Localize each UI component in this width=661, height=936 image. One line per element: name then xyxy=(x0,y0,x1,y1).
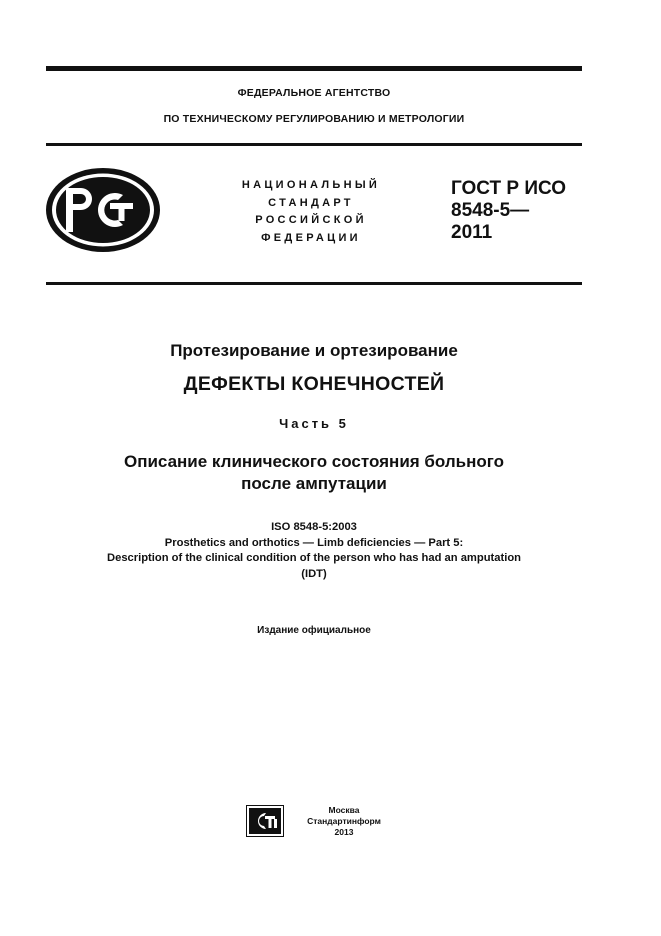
english-title-line: Description of the clinical condition of the person who has had an amputation xyxy=(107,552,521,564)
top-rule xyxy=(46,66,582,71)
english-title-line: Prosthetics and orthotics — Limb deficiencies — Part 5: xyxy=(164,536,464,549)
designation-line: 8548-5— xyxy=(451,200,530,221)
edition-label: Издание официальное xyxy=(257,625,371,636)
publisher-info xyxy=(300,805,388,838)
description-line: Описание клинического состояния больного xyxy=(123,452,505,471)
national-standard-line: НАЦИОНАЛЬНЫЙ xyxy=(241,179,381,191)
national-standard-line: ФЕДЕРАЦИИ xyxy=(261,231,361,244)
iso-designation: ISO 8548-5:2003 xyxy=(271,521,357,533)
international-reference xyxy=(46,520,582,582)
rst-logo-icon xyxy=(44,166,162,254)
publisher-name: Стандартинформ xyxy=(307,816,381,826)
bottom-rule xyxy=(46,282,582,285)
designation-line: ГОСТ Р ИСО xyxy=(451,178,567,199)
document-title: ДЕФЕКТЫ КОНЕЧНОСТЕЙ xyxy=(183,373,445,395)
national-standard-line: РОССИЙСКОЙ xyxy=(255,214,367,226)
national-standard-line: СТАНДАРТ xyxy=(268,196,354,209)
part-label: Часть 5 xyxy=(279,416,349,431)
national-standard-label xyxy=(196,177,426,247)
description-line: после ампутации xyxy=(241,474,387,493)
standartinform-logo-icon xyxy=(246,805,284,837)
document-subtitle: Протезирование и ортезирование xyxy=(170,341,458,360)
standard-designation xyxy=(451,178,566,244)
part-description xyxy=(46,451,582,495)
designation-line: 2011 xyxy=(451,222,493,243)
agency-name-line1: ФЕДЕРАЛЬНОЕ АГЕНТСТВО xyxy=(237,87,391,99)
agency-name-line2: ПО ТЕХНИЧЕСКОМУ РЕГУЛИРОВАНИЮ И МЕТРОЛОГИИ xyxy=(163,113,465,125)
publication-year: 2013 xyxy=(334,827,354,837)
publisher-city: Москва xyxy=(328,805,360,815)
middle-rule xyxy=(46,143,582,146)
identity-marker: (IDT) xyxy=(301,567,327,580)
